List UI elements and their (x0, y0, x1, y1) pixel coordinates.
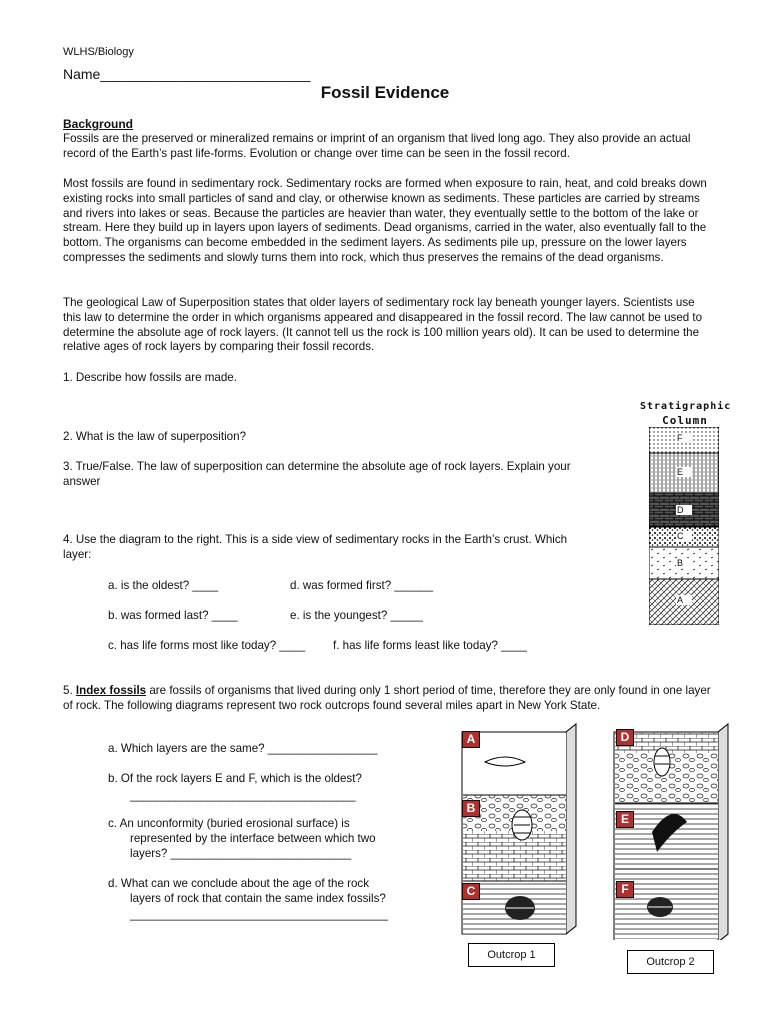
question-1: 1. Describe how fossils are made. (63, 371, 237, 384)
question-5-text: are fossils of organisms that lived during only 1 short period of time, therefore they are only found in one layer of rock. The following diagrams represent two rock outcrops found several miles apart in New York State. (63, 684, 711, 712)
question-5c-line2: represented by the interface between which two (130, 832, 376, 845)
background-para-3: The geological Law of Superposition states that older layers of sedimentary rock lay beneath younger layers. Scientists use this law to determine the order in which organisms appeared and disappeared in the fossil record. The law cannot be used to determine the absolute age of rock layers. (It cannot tell us the rock is 100 million years old). It can be used to determine the relative ages of rock layers by comparing their fossil records. (63, 296, 703, 354)
outcrop-2-label-e: E (616, 811, 634, 828)
strat-label-c: C (676, 531, 692, 541)
outcrop-1-diagram (460, 722, 580, 940)
outcrop-2-trilobite-icon (654, 748, 670, 776)
question-5d-line2: layers of rock that contain the same index fossils? (130, 892, 386, 905)
outcrop-1-layer-b-bottom (463, 831, 566, 881)
question-5b-line1: b. Of the rock layers E and F, which is the oldest? (108, 772, 362, 785)
outcrop-2-label-f: F (616, 881, 634, 898)
page-title: Fossil Evidence (320, 83, 450, 102)
outcrop-1-caption: Outcrop 1 (468, 943, 555, 967)
question-5c-line1: c. An unconformity (buried erosional surface) is (108, 817, 350, 830)
strat-column-title-2: Column (662, 414, 708, 427)
strat-label-f: F (676, 433, 692, 443)
question-2: 2. What is the law of superposition? (63, 430, 247, 443)
name-field[interactable]: Name___________________________ (63, 66, 311, 82)
question-4d: d. was formed first? ______ (290, 579, 434, 592)
outcrop-2-brachiopod-icon (647, 897, 673, 917)
course-label: WLHS/Biology (63, 46, 134, 58)
question-5-number: 5. (63, 684, 76, 697)
question-4c: c. has life forms most like today? ____ (108, 639, 306, 652)
question-4b: b. was formed last? ____ (108, 609, 238, 622)
index-fossils-term: Index fossils (75, 684, 147, 697)
background-heading: Background (63, 117, 134, 131)
trilobite-fossil-icon (512, 810, 532, 840)
question-5c-line3: layers? ____________________________ (130, 847, 352, 860)
strat-label-d: D (676, 505, 692, 515)
outcrop-2-label-d: D (616, 729, 634, 746)
brachiopod-fossil-icon (505, 896, 535, 920)
question-3: 3. True/False. The law of superposition can determine the absolute age of rock layers. Explain your answer (63, 460, 571, 488)
question-5d-line3: ________________________________________ (130, 908, 388, 921)
outcrop-2-diagram (612, 722, 732, 940)
outcrop-1-label-a: A (462, 731, 480, 748)
outcrop-1-label-b: B (462, 800, 480, 817)
question-5d-line1: d. What can we conclude about the age of the rock (108, 877, 370, 890)
strat-label-e: E (676, 467, 692, 477)
outcrop-2-caption: Outcrop 2 (627, 950, 714, 974)
question-4a: a. is the oldest? ____ (108, 579, 219, 592)
background-para-2: Most fossils are found in sedimentary rock. Sedimentary rocks are formed when exposure to rain, heat, and cold breaks down existing rocks into small particles of sand and clay, or otherwise known as sediments. These particles are carried by streams and rivers into lakes or seas. Because the particles are heavier than water, they eventually settle to the bottom of the lake or stream. Here they build up in layers upon layers of sediments. Dead organisms, carried in the water, also eventually fall to the bottom. The organisms can become embedded in the sediment layers. As sediments pile up, pressure on the lower layers compresses the sediments and slowly turns them into rock, which thus preserves the remains of the dead organisms. (63, 177, 707, 264)
stratigraphic-column (649, 427, 719, 625)
outcrop-1-label-c: C (462, 883, 480, 900)
background-para-1: Fossils are the preserved or mineralized remains or imprint of an organism that lived long ago. They also provide an actual record of the Earth’s past life-forms. Evolution or change over time can be seen in the fossil record. (63, 132, 691, 160)
strat-column-title-1: Stratigraphic (640, 401, 732, 412)
question-5a: a. Which layers are the same? _________________ (108, 742, 378, 755)
question-5b-line2: ___________________________________ (130, 789, 356, 802)
strat-label-a: A (676, 595, 692, 605)
strat-label-b: B (676, 558, 692, 568)
question-4f: f. has life forms least like today? ____ (333, 639, 527, 652)
question-4e: e. is the youngest? _____ (290, 609, 423, 622)
question-5 (63, 684, 713, 714)
question-4: 4. Use the diagram to the right. This is a side view of sedimentary rocks in the Earth’s crust. Which layer: (63, 533, 568, 561)
